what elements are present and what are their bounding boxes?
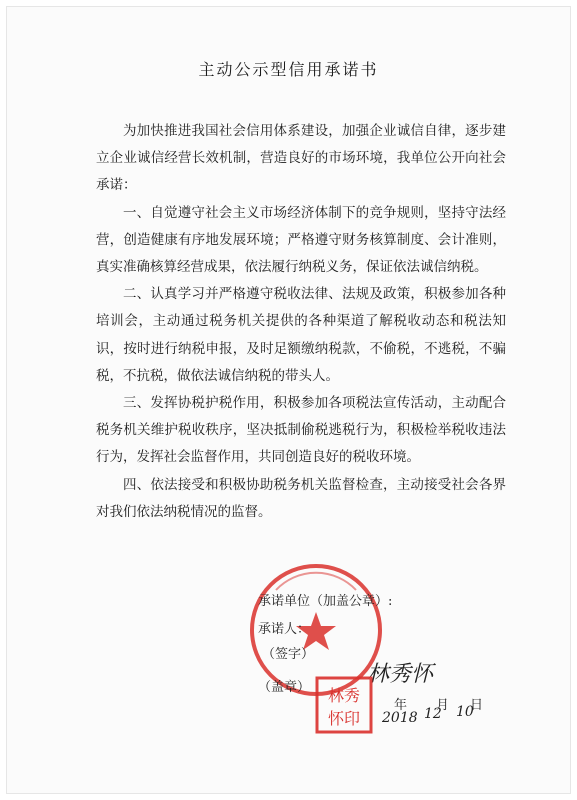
svg-text:林秀: 林秀 bbox=[327, 686, 361, 705]
promisor-label: 承诺人： bbox=[258, 622, 311, 637]
svg-text:怀印: 怀印 bbox=[327, 709, 361, 728]
date-year-value: 2018 bbox=[382, 710, 418, 726]
commitment-paragraph-4: 四、依法接受和积极协助税务机关监督检查，主动接受社会各界对我们依法纳税情况的监督。 bbox=[96, 476, 506, 520]
document-title: 主动公示型信用承诺书 bbox=[198, 60, 379, 79]
sign-note: （签字） bbox=[262, 647, 315, 662]
date-day-label: 日 bbox=[470, 698, 484, 713]
personal-square-seal bbox=[315, 676, 373, 734]
stamp-label: （盖章） bbox=[258, 680, 311, 695]
unit-label: 承诺单位（加盖公章）: bbox=[258, 594, 393, 609]
document-body bbox=[96, 118, 506, 526]
date-month-label: 月 bbox=[436, 698, 450, 713]
date-day-value: 10 bbox=[456, 704, 474, 720]
commitment-paragraph-1: 一、自觉遵守社会主义市场经济体制下的竞争规则，坚持守法经营，创造健康有序地发展环境；严格遵守财务核算制度、会计准则，真实准确核算经营成果，依法履行纳税义务，保证依法诚信纳税。 bbox=[96, 204, 506, 276]
date-month-value: 12 bbox=[424, 706, 442, 722]
date-year-label: 年 bbox=[394, 698, 408, 713]
handwritten-signature: 林秀怀 bbox=[367, 662, 434, 687]
intro-paragraph: 为加快推进我国社会信用体系建设，加强企业诚信自律，逐步建立企业诚信经营长效机制，营造良好的市场环境，我单位公开向社会承诺： bbox=[96, 123, 506, 194]
commitment-paragraph-2: 二、认真学习并严格遵守税收法律、法规及政策，积极参加各种培训会，主动通过税务机关提供的各种渠道了解税收动态和税法知识，按时进行纳税申报，及时足额缴纳税款，不偷税，不逃税，不骗税，不抗税，做依法诚信纳税的带头人。 bbox=[96, 286, 506, 384]
commitment-paragraph-3: 三、发挥协税护税作用，积极参加各项税法宣传活动，主动配合税务机关维护税收秩序，坚决抵制偷税逃税行为，积极检举税收违法行为，发挥社会监督作用，共同创造良好的税收环境。 bbox=[96, 395, 506, 466]
